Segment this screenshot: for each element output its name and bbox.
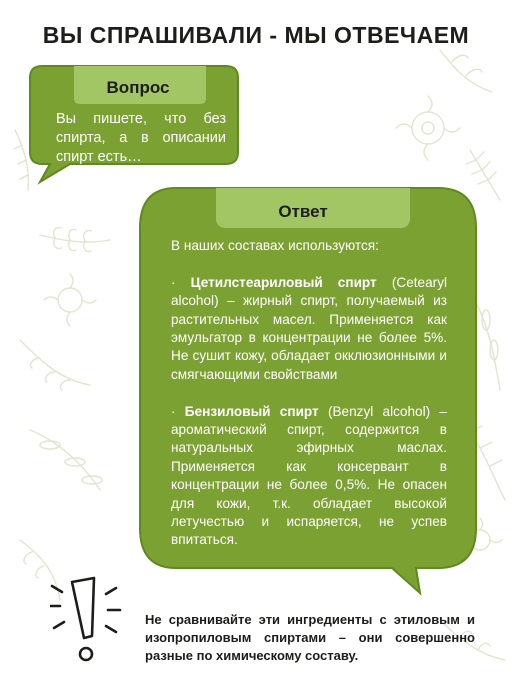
warning-note: Не сравнивайте эти ингредиенты с этиловым и изопропиловым спиртами – они совершенно разные по химическому составу. (145, 612, 475, 663)
ingredient-bullet: · (171, 403, 185, 419)
exclamation-icon (50, 572, 140, 672)
ingredient-latin: (Benzyl alcohol) (318, 403, 431, 419)
ingredient-cetearyl (171, 274, 447, 384)
ingredient-name: Цетилстеариловый спирт (190, 274, 377, 290)
ingredient-benzyl (171, 403, 447, 550)
ingredient-name: Бензиловый спирт (184, 403, 319, 419)
page-title: ВЫ СПРАШИВАЛИ - МЫ ОТВЕЧАЕМ (42, 22, 470, 48)
answer-intro: В наших составах используются: (171, 238, 379, 253)
ingredient-bullet: · (171, 274, 191, 290)
question-heading: Вопрос (106, 78, 170, 97)
question-text: Вы пишете, что без спирта, а в описании спирт есть… (56, 111, 226, 165)
answer-heading: Ответ (278, 202, 328, 221)
answer-body (171, 237, 447, 550)
ingredient-description: – ароматический спирт, содержится в натуральных эфирных маслах. Применяется как консервант в концентрации не более 0,5%. Не опасен для кожи, т.к. обладает высокой летучестью и испаряется, не успев впитаться. (171, 403, 447, 548)
ingredient-latin: (Cetearyl alcohol) (171, 274, 448, 309)
ingredient-description: – жирный спирт, получаемый из растительных масел. Применяется как эмульгатор в концентрации не более 5%. Не сушит кожу, обладает окклюзионными и смягчающими свойствами (171, 293, 447, 382)
